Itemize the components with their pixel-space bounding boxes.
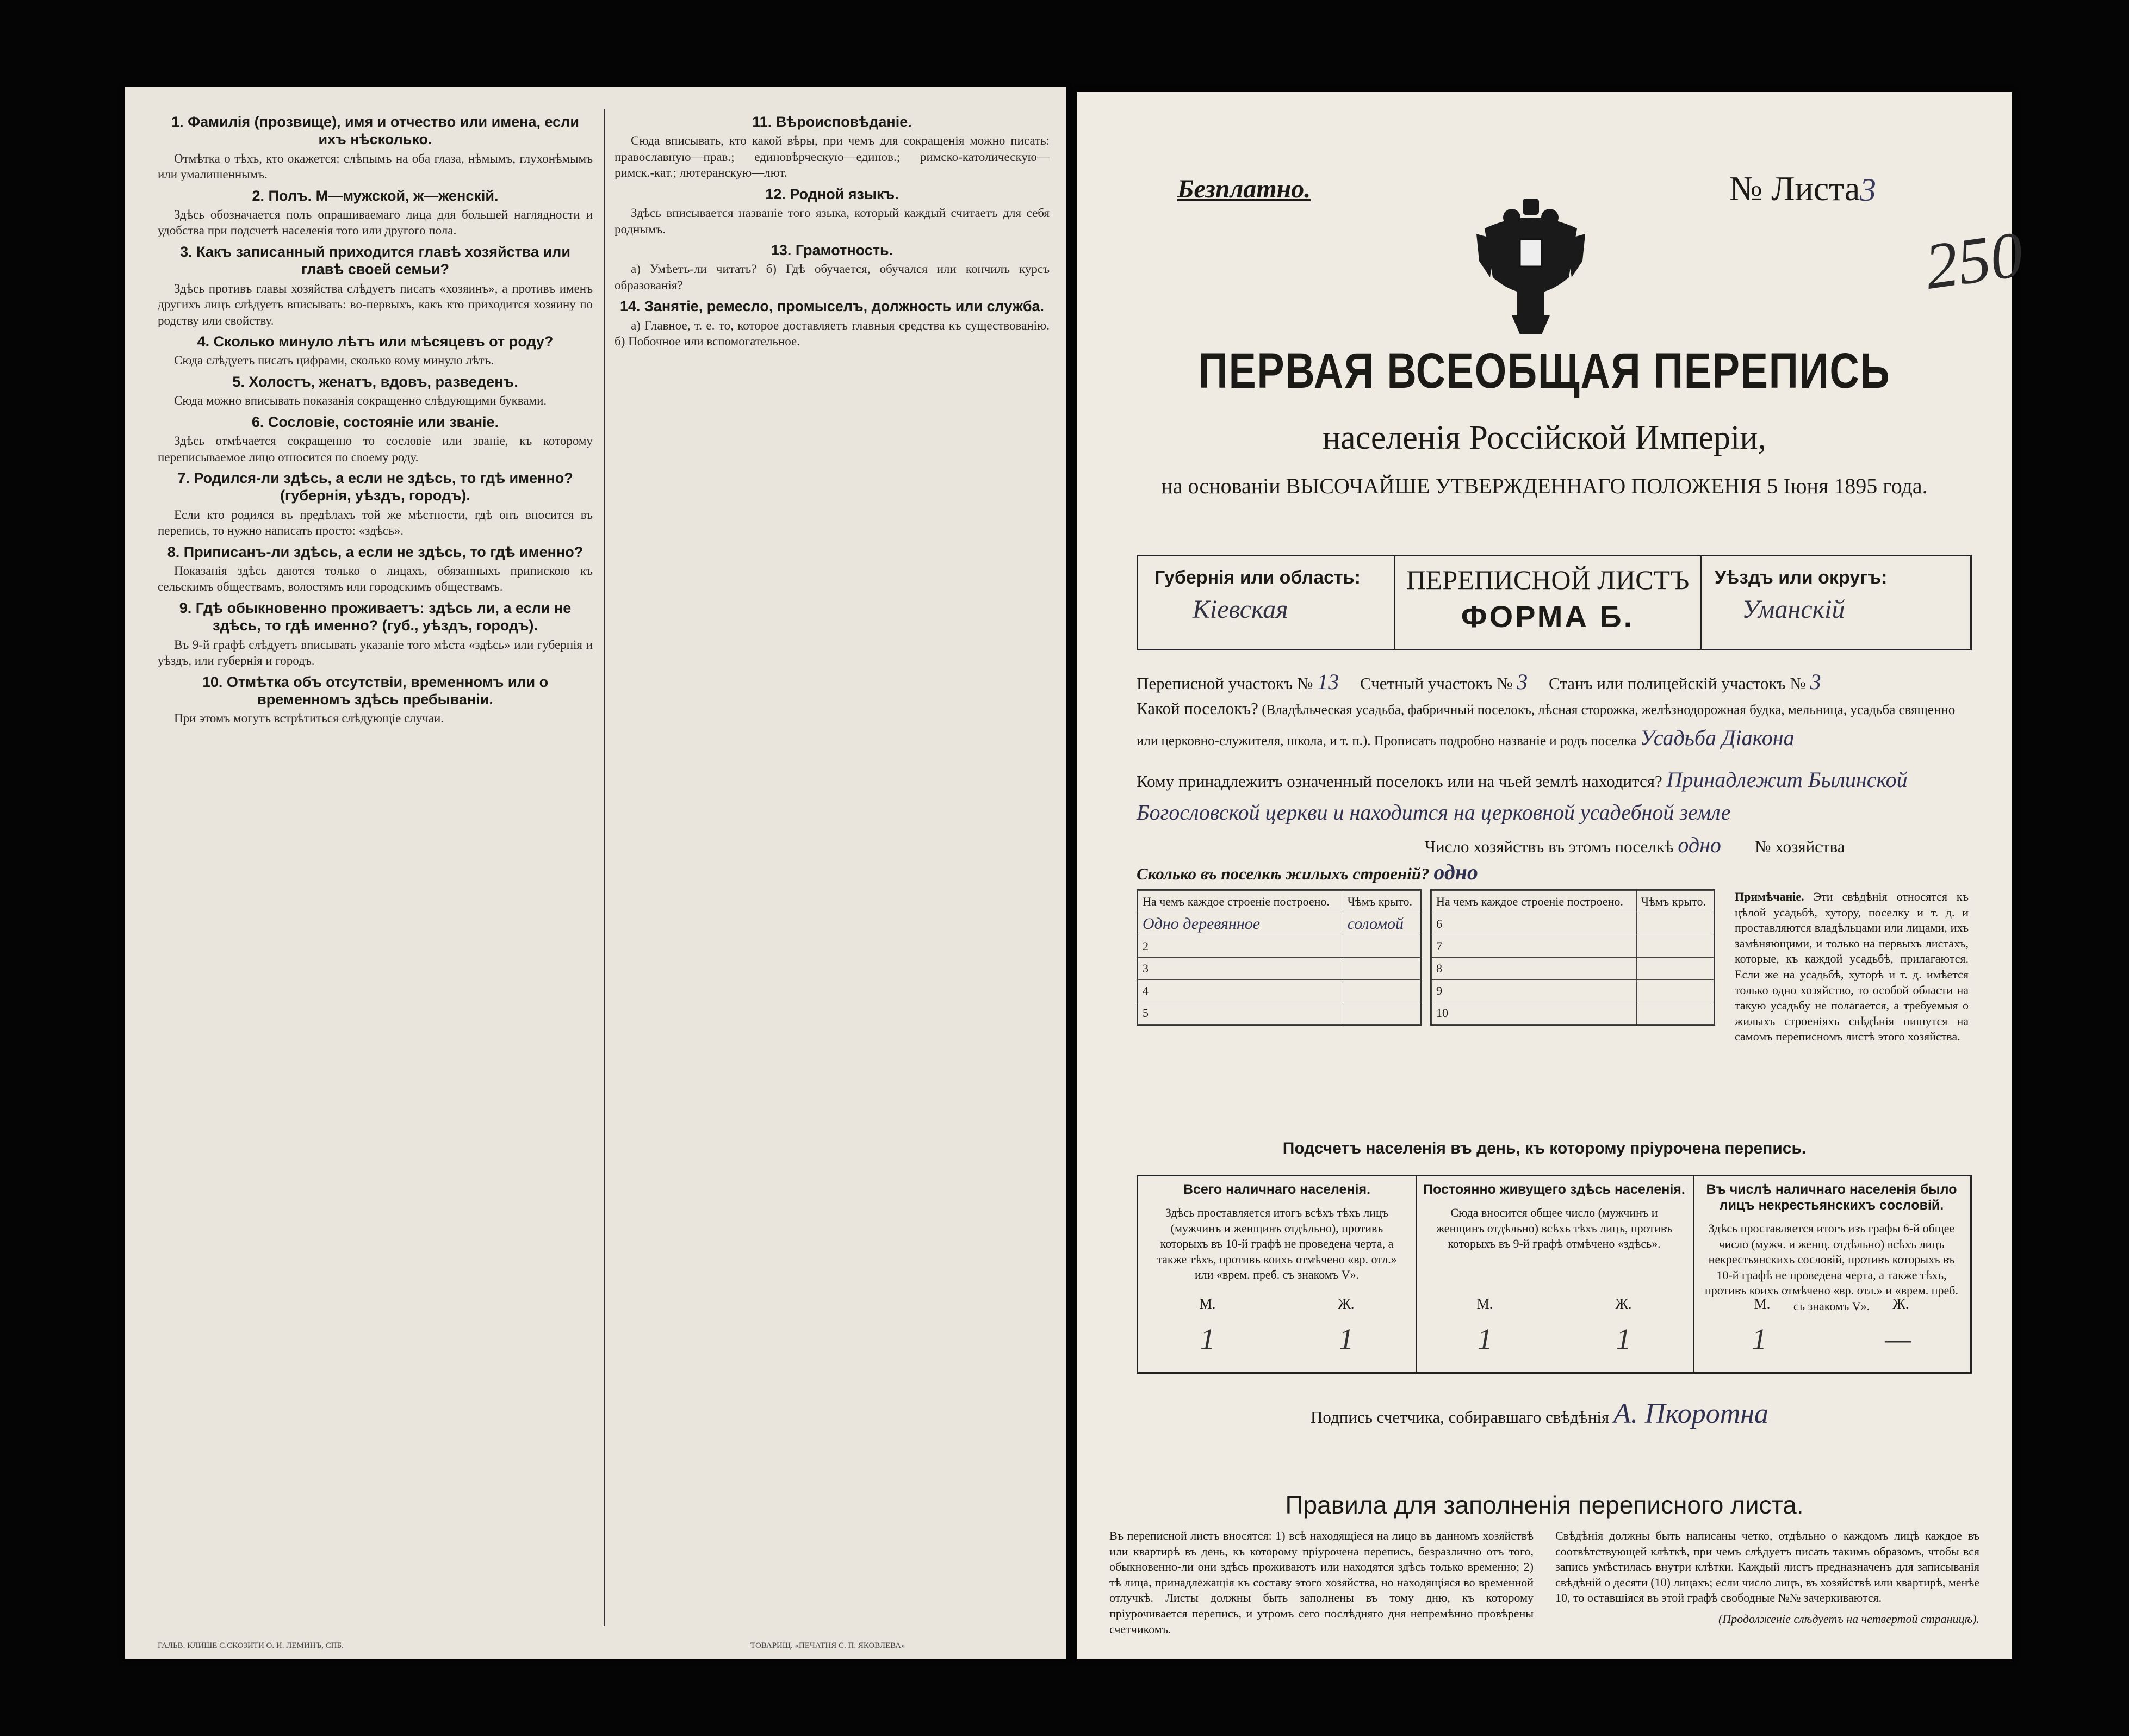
pop-total-female: 1 bbox=[1339, 1323, 1354, 1355]
form-header-box bbox=[1137, 555, 1972, 650]
instruction-body: При этомъ могутъ встрѣтиться слѣдующіе случаи. bbox=[174, 711, 444, 726]
archive-number-stamp: 250 bbox=[1920, 218, 2028, 303]
instruction-heading: 6. Сословіе, состояніе или званіе. bbox=[251, 413, 499, 430]
sheet-number-label: № Листа bbox=[1729, 169, 1860, 208]
form-name: ФОРМА Б. bbox=[1461, 599, 1635, 634]
instruction-body: Сюда вписывать, кто какой вѣры, при чемъ для сокращенія можно писать: православную—прав.; единовѣрческую—единов.; римско-католическую—римск.-кат.; лютеранскую—лют. bbox=[615, 134, 1050, 180]
households-value: одно bbox=[1678, 833, 1721, 857]
bld-header-roof: Чѣмъ крыто. bbox=[1636, 891, 1714, 913]
owner-value-1: Принадлежит Былинской bbox=[1666, 767, 1908, 792]
pop-col-permanent-head: Постоянно живущего здѣсь населенія. bbox=[1423, 1182, 1685, 1197]
female-label: Ж. bbox=[1615, 1296, 1632, 1312]
census-title: ПЕРВАЯ ВСЕОБЩАЯ ПЕРЕПИСЬ bbox=[1198, 343, 1891, 399]
buildings-table-right bbox=[1430, 889, 1715, 1026]
count-district-value: 3 bbox=[1517, 669, 1528, 694]
stan-label: Станъ или полицейскій участокъ № bbox=[1549, 674, 1806, 693]
instruction-heading: 4. Сколько минуло лѣтъ или мѣсяцевъ от роду? bbox=[197, 333, 554, 350]
bld-row1-roof: соломой bbox=[1343, 913, 1420, 935]
instruction-heading: 9. Гдѣ обыкновенно проживаетъ: здѣсь ли, а если не здѣсь, то гдѣ именно? (губ., уѣздъ, городъ). bbox=[179, 599, 572, 634]
uezd-value: Уманскій bbox=[1742, 595, 1845, 624]
bld-header-material: На чемъ каждое строеніе построено. bbox=[1432, 891, 1637, 913]
column-divider bbox=[604, 109, 605, 1626]
rules-left-column: Въ переписной листъ вносятся: 1) всѣ находящіеся на лицо въ данномъ хозяйствѣ или квартирѣ въ день, къ которому пріурочена перепись, безразлично отъ того, обыкновенно-ли они здѣсь проживаютъ или находятся здѣсь только временно; 2) тѣ лица, принадлежащія къ составу этого хозяйства, но находящіяся во временной отлучкѣ. Листы должны быть заполнены въ тому дню, къ которому пріурочивается перепись, и утромъ сего послѣдняго дня непремѣнно провѣрены счетчикомъ. bbox=[1109, 1529, 1534, 1636]
male-label: М. bbox=[1476, 1296, 1493, 1312]
male-label: М. bbox=[1754, 1296, 1771, 1312]
households-label: Число хозяйствъ въ этомъ поселкѣ bbox=[1425, 837, 1674, 856]
population-count-title: Подсчетъ населенія въ день, къ которому пріурочена перепись. bbox=[1282, 1139, 1807, 1157]
instruction-heading: 3. Какъ записанный приходится главѣ хозяйства или главѣ своей семьи? bbox=[180, 243, 570, 278]
pop-col-permanent-text: Сюда вносится общее число (мужчинъ и женщинъ отдѣльно) всѣхъ тѣхъ лицъ, противъ которыхъ въ 9-й графѣ отмѣчено «здѣсь». bbox=[1436, 1206, 1673, 1251]
pop-total-male: 1 bbox=[1200, 1323, 1215, 1355]
owner-value-2: Богословской церкви и находится на церковной усадебной земле bbox=[1137, 800, 1731, 824]
bld-row-num: 6 bbox=[1432, 913, 1637, 935]
rules-continued: (Продолженіе слѣдуетъ на четвертой страницѣ). bbox=[1718, 1611, 1979, 1626]
instruction-heading: 8. Приписанъ-ли здѣсь, а если не здѣсь, то гдѣ именно? bbox=[167, 543, 584, 560]
buildings-row bbox=[1137, 859, 1478, 885]
pop-permanent-female: 1 bbox=[1616, 1323, 1631, 1355]
instruction-body: а) Умѣетъ-ли читать? б) Гдѣ обучается, обучался или кончилъ курсъ образованія? bbox=[615, 262, 1050, 292]
instruction-body: Показанія здѣсь даются только о лицахъ, обязанныхъ припискою къ сельскимъ обществамъ, волостямъ или городскимъ обществамъ. bbox=[158, 563, 593, 594]
bld-row-num: 7 bbox=[1432, 935, 1637, 958]
instruction-body: Если кто родился въ предѣлахъ той же мѣстности, гдѣ онъ вносится въ перепись, то нужно написать просто: «здѣсь». bbox=[158, 507, 593, 538]
printer-credit-left: ГАЛЬВ. КЛИШЕ С.СКОЗИТИ О. И. ЛЕМИНЪ, СПБ. bbox=[158, 1641, 344, 1650]
bld-row-num: 5 bbox=[1138, 1002, 1343, 1025]
pop-col-nonpeasant bbox=[1693, 1176, 1970, 1372]
buildings-table-left bbox=[1137, 889, 1422, 1026]
note-text: Эти свѣдѣнія относятся къ цѣлой усадьбѣ, хутору, поселку и т. д. и проставляются владѣльцами или лицами, ихъ замѣняющими, и только на первыхъ листахъ, которые, къ каждой усадьбѣ, прилагаются. Если же на усадьбѣ, хуторѣ и т. д. имѣется только одно хозяйство, то особой области на такую усадьбу не полагается, а требуемыя о жилыхъ строеніяхъ свѣдѣнія пишутся на самомъ переписномъ листѣ этого хозяйства. bbox=[1735, 890, 1969, 1044]
instruction-body: Здѣсь вписывается названіе того языка, который каждый считаетъ для себя роднымъ. bbox=[615, 206, 1050, 236]
female-label: Ж. bbox=[1892, 1296, 1909, 1312]
male-label: М. bbox=[1199, 1296, 1216, 1312]
form-title-cell bbox=[1394, 556, 1702, 649]
instructions-page bbox=[125, 87, 1066, 1659]
instruction-body: Здѣсь противъ главы хозяйства слѣдуетъ писать «хозяинъ», а противъ именъ другихъ лицъ слѣдуетъ вписывать: во-первыхъ, какъ кто приходится хозяину по родству или свойству. bbox=[158, 281, 593, 327]
bld-header-roof: Чѣмъ крыто. bbox=[1343, 891, 1420, 913]
owner-row-2 bbox=[1137, 799, 1730, 825]
instruction-heading: 5. Холостъ, женатъ, вдовъ, разведенъ. bbox=[232, 373, 518, 390]
instruction-body: Сюда можно вписывать показанія сокращенно слѣдующими буквами. bbox=[174, 394, 547, 408]
note-title: Примѣчаніе. bbox=[1735, 890, 1804, 903]
pop-col-nonpeasant-text: Здѣсь проставляется итогъ изъ графы 6-й общее число (мужч. и женщ. отдѣльно) всѣхъ лицъ некрестьянскихъ сословій, противъ которыхъ въ 10-й графѣ не проведена черта, а также тѣхъ, противъ коихъ отмѣчено «вр. отл.» и «врем. преб. съ знакомъ V». bbox=[1705, 1222, 1958, 1313]
census-form-page bbox=[1077, 92, 2028, 1659]
female-label: Ж. bbox=[1338, 1296, 1355, 1312]
stan-value: 3 bbox=[1810, 669, 1821, 694]
instruction-heading: 13. Грамотность. bbox=[771, 241, 893, 258]
sheet-number-value: 3 bbox=[1860, 172, 1876, 208]
pop-nonpeasant-male: 1 bbox=[1752, 1323, 1767, 1355]
double-headed-eagle-emblem bbox=[1474, 196, 1588, 337]
pop-col-total-head: Всего наличнаго населенія. bbox=[1183, 1182, 1371, 1197]
instruction-body: Отмѣтка о тѣхъ, кто окажется: слѣпымъ на оба глаза, нѣмымъ, глухонѣмымъ или умалишеннымъ. bbox=[158, 151, 593, 182]
instruction-heading: 11. Вѣроисповѣданіе. bbox=[752, 114, 912, 130]
instruction-body: Здѣсь обозначается полъ опрашиваемаго лица для большей наглядности и удобства при подсчетѣ населенія того или другого пола. bbox=[158, 208, 593, 238]
pop-col-total-text: Здѣсь проставляется итогъ всѣхъ тѣхъ лицъ (мужчинъ и женщинъ отдѣльно), противъ которыхъ въ 10-й графѣ не проведена черта, а также тѣхъ, противъ коихъ отмѣчено «вр. отл.» или «врем. преб. съ знакомъ V». bbox=[1157, 1206, 1397, 1282]
instructions-column-left bbox=[158, 109, 593, 1626]
instruction-heading: 14. Занятіе, ремесло, промыселъ, должность или служба. bbox=[619, 298, 1045, 315]
households-row bbox=[1425, 832, 1845, 858]
decree-line: на основаніи ВЫСОЧАЙШЕ УТВЕРЖДЕННАГО ПОЛОЖЕНІЯ 5 Іюня 1895 года. bbox=[1161, 474, 1928, 498]
signature-value: А. Пкоротна bbox=[1613, 1398, 1769, 1429]
instruction-body: Здѣсь отмѣчается сокращенно то сословіе или званіе, къ которому переписываемое лицо относится по своему роду. bbox=[158, 434, 593, 464]
buildings-note bbox=[1735, 889, 1969, 1045]
rules-right-text: Свѣдѣнія должны быть написаны четко, отдѣльно о каждомъ лицѣ каждое въ соотвѣтствующей клѣткѣ, при чемъ слѣдуетъ писать такимъ образомъ, чтобы вся запись умѣстилась внутри клѣтки. Каждый листъ предназначенъ для записыванія свѣдѣній о десяти (10) лицахъ; если число лицъ, въ хозяйствѣ или квартирѣ, менѣе 10, то оставшіяся въ этой графѣ свободные №№ зачеркиваются. bbox=[1555, 1529, 1979, 1605]
district-row bbox=[1137, 669, 1821, 695]
uezd-label: Уѣздъ или округъ: bbox=[1715, 567, 1888, 588]
household-number-label: № хозяйства bbox=[1754, 837, 1845, 856]
form-title: ПЕРЕПИСНОЙ ЛИСТЪ bbox=[1406, 565, 1690, 595]
pop-permanent-male: 1 bbox=[1478, 1323, 1492, 1355]
pop-col-nonpeasant-head: Въ числѣ наличнаго населенія было лицъ некрестьянскихъ сословій. bbox=[1706, 1182, 1957, 1213]
pop-col-total bbox=[1138, 1176, 1417, 1372]
signature-row bbox=[1311, 1398, 1768, 1430]
count-district-label: Счетный участокъ № bbox=[1360, 674, 1513, 693]
instruction-heading: 7. Родился-ли здѣсь, а если не здѣсь, то гдѣ именно? (губернія, уѣздъ, городъ). bbox=[177, 469, 573, 504]
instruction-body: Сюда слѣдуетъ писать цифрами, сколько кому минуло лѣтъ. bbox=[174, 354, 494, 368]
instruction-heading: 2. Полъ. М—мужской, ж—женскій. bbox=[252, 187, 499, 204]
bld-header-material: На чемъ каждое строеніе построено. bbox=[1138, 891, 1343, 913]
bld-row1-material: Одно деревянное bbox=[1138, 913, 1343, 935]
instruction-body: а) Главное, т. е. то, которое доставляетъ главныя средства къ существованію. б) Побочное или вспомогательное. bbox=[615, 318, 1050, 349]
bld-row-num: 10 bbox=[1432, 1002, 1637, 1025]
owner-label: Кому принадлежитъ означенный поселокъ или на чьей землѣ находится? bbox=[1137, 772, 1662, 791]
bld-row-num: 2 bbox=[1138, 935, 1343, 958]
district-label: Переписной участокъ № bbox=[1137, 674, 1313, 693]
bld-row-num: 4 bbox=[1138, 980, 1343, 1002]
district-value: 13 bbox=[1317, 669, 1339, 694]
instruction-heading: 10. Отмѣтка объ отсутствіи, временномъ или о временномъ здѣсь пребываніи. bbox=[202, 673, 549, 708]
instruction-body: Въ 9-й графѣ слѣдуетъ вписывать указаніе того мѣста «здѣсь» или губернія и уѣздъ, или губернія и городъ. bbox=[158, 637, 593, 668]
rules-title: Правила для заполненія переписного листа. bbox=[1285, 1491, 1804, 1519]
rules-right-column bbox=[1555, 1528, 1979, 1627]
free-label: Безплатно. bbox=[1177, 175, 1311, 203]
settlement-value: Усадьба Дiакона bbox=[1640, 725, 1795, 750]
pop-nonpeasant-female: — bbox=[1885, 1323, 1911, 1355]
population-count-table bbox=[1137, 1175, 1972, 1374]
pop-col-permanent bbox=[1416, 1176, 1694, 1372]
printer-credit-right: ТОВАРИЩ. «ПЕЧАТНЯ С. П. ЯКОВЛЕВА» bbox=[750, 1641, 905, 1650]
bld-row-num: 9 bbox=[1432, 980, 1637, 1002]
buildings-label: Сколько въ поселкѣ жилыхъ строеній? bbox=[1137, 864, 1430, 883]
gubernia-label: Губернія или область: bbox=[1154, 567, 1361, 588]
signature-label: Подпись счетчика, собиравшаго свѣдѣнія bbox=[1311, 1408, 1610, 1427]
owner-row bbox=[1137, 767, 1908, 792]
bld-row-num: 8 bbox=[1432, 958, 1637, 980]
bld-row-num: 3 bbox=[1138, 958, 1343, 980]
buildings-value: одно bbox=[1433, 860, 1478, 884]
instruction-heading: 1. Фамилія (прозвище), имя и отчество или имена, если ихъ нѣсколько. bbox=[171, 114, 579, 148]
census-subtitle: населенія Россійской Имперіи, bbox=[1322, 419, 1767, 456]
instructions-column-right bbox=[615, 109, 1050, 1626]
gubernia-value: Кіевская bbox=[1193, 595, 1288, 624]
settlement-hint: (Владѣльческая усадьба, фабричный поселокъ, лѣсная сторожка, желѣзнодорожная будка, мельница, усадьба священно или церковно-служителя, школа, и т. п.). Прописать подробно названіе и родъ поселка bbox=[1137, 703, 1956, 748]
settlement-label: Какой поселокъ? bbox=[1137, 699, 1258, 718]
settlement-row bbox=[1137, 696, 1974, 754]
instruction-heading: 12. Родной языкъ. bbox=[765, 185, 899, 202]
